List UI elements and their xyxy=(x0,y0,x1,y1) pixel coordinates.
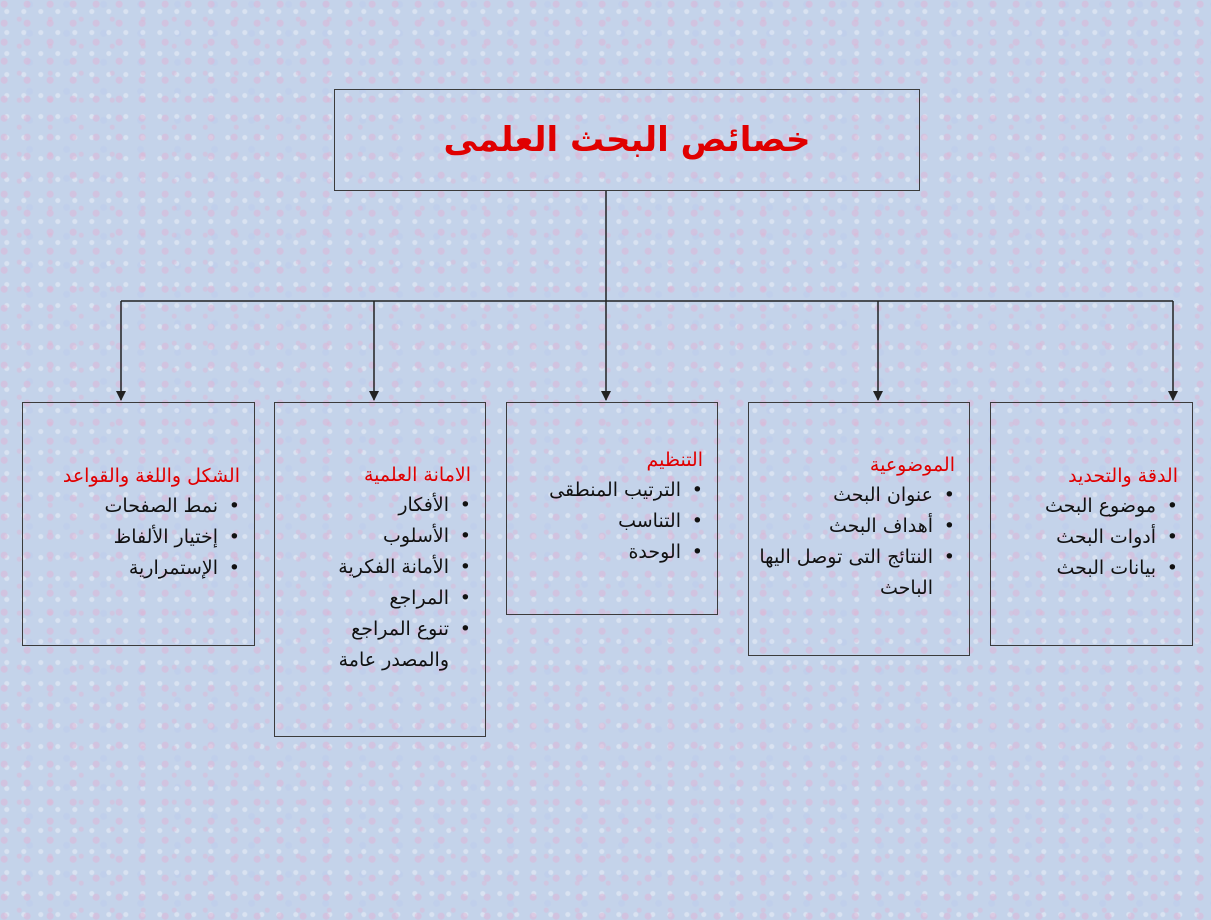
node-heading: الدقة والتحديد xyxy=(1068,464,1178,487)
list-item xyxy=(517,537,703,568)
node-organization xyxy=(506,402,718,615)
list-item-text: إختيار الألفاظ xyxy=(113,525,218,548)
list-item xyxy=(759,480,955,511)
title-box xyxy=(334,89,920,191)
node-list xyxy=(1001,491,1178,584)
node-objectivity xyxy=(748,402,970,656)
list-item xyxy=(517,506,703,537)
list-item-text: الأسلوب xyxy=(382,524,449,547)
list-item-text: الترتيب المنطقى xyxy=(549,479,681,501)
list-item-text: التناسب xyxy=(618,510,681,532)
bullet-icon: • xyxy=(691,479,703,501)
list-item xyxy=(1001,491,1178,522)
bullet-icon: • xyxy=(943,546,955,568)
node-heading: الموضوعية xyxy=(869,454,955,476)
bullet-icon: • xyxy=(228,556,240,579)
list-item xyxy=(759,511,955,542)
node-list xyxy=(33,491,240,584)
list-item xyxy=(285,490,471,521)
bullet-icon: • xyxy=(1166,556,1178,579)
node-heading: الشكل واللغة والقواعد xyxy=(62,464,240,487)
list-item-text: الأمانة الفكرية xyxy=(338,555,449,578)
bullet-icon: • xyxy=(459,555,471,578)
bullet-icon: • xyxy=(1166,494,1178,517)
bullet-icon: • xyxy=(459,586,471,609)
bullet-icon: • xyxy=(943,515,955,537)
list-item-text: عنوان البحث xyxy=(833,484,933,506)
list-item-text: نمط الصفحات xyxy=(104,494,218,517)
list-item xyxy=(33,553,240,584)
node-heading: التنظيم xyxy=(646,449,703,471)
bullet-icon: • xyxy=(691,510,703,532)
node-form-language xyxy=(22,402,255,646)
bullet-icon: • xyxy=(459,617,471,640)
list-item xyxy=(285,614,471,676)
bullet-icon: • xyxy=(1166,525,1178,548)
list-item xyxy=(285,521,471,552)
list-item-text: المراجع xyxy=(389,586,449,609)
bullet-icon: • xyxy=(228,494,240,517)
bullet-icon: • xyxy=(943,484,955,506)
list-item-text: أدوات البحث xyxy=(1056,525,1156,548)
bullet-icon: • xyxy=(459,493,471,516)
diagram-title: خصائص البحث العلمى xyxy=(443,120,811,160)
list-item-text: بيانات البحث xyxy=(1056,556,1156,579)
list-item xyxy=(1001,553,1178,584)
list-item-text: الأفكار xyxy=(398,493,449,516)
bullet-icon: • xyxy=(228,525,240,548)
list-item xyxy=(285,583,471,614)
bullet-icon: • xyxy=(459,524,471,547)
node-list xyxy=(759,480,955,604)
bullet-icon: • xyxy=(691,541,703,563)
list-item-text: الإستمرارية xyxy=(128,556,218,579)
list-item xyxy=(33,522,240,553)
list-item xyxy=(759,542,955,604)
list-item-text: النتائج التى توصل اليها الباحث xyxy=(759,546,933,599)
list-item xyxy=(1001,522,1178,553)
list-item xyxy=(33,491,240,522)
list-item-text: الوحدة xyxy=(628,541,681,563)
list-item-text: تنوع المراجع والمصدر عامة xyxy=(338,617,449,671)
node-list xyxy=(285,490,471,676)
list-item xyxy=(285,552,471,583)
list-item-text: موضوع البحث xyxy=(1044,494,1156,517)
list-item-text: أهداف البحث xyxy=(828,515,933,537)
list-item xyxy=(517,475,703,506)
node-heading: الامانة العلمية xyxy=(363,463,471,486)
node-list xyxy=(517,475,703,568)
node-scientific-integrity xyxy=(274,402,486,737)
node-accuracy xyxy=(990,402,1193,646)
